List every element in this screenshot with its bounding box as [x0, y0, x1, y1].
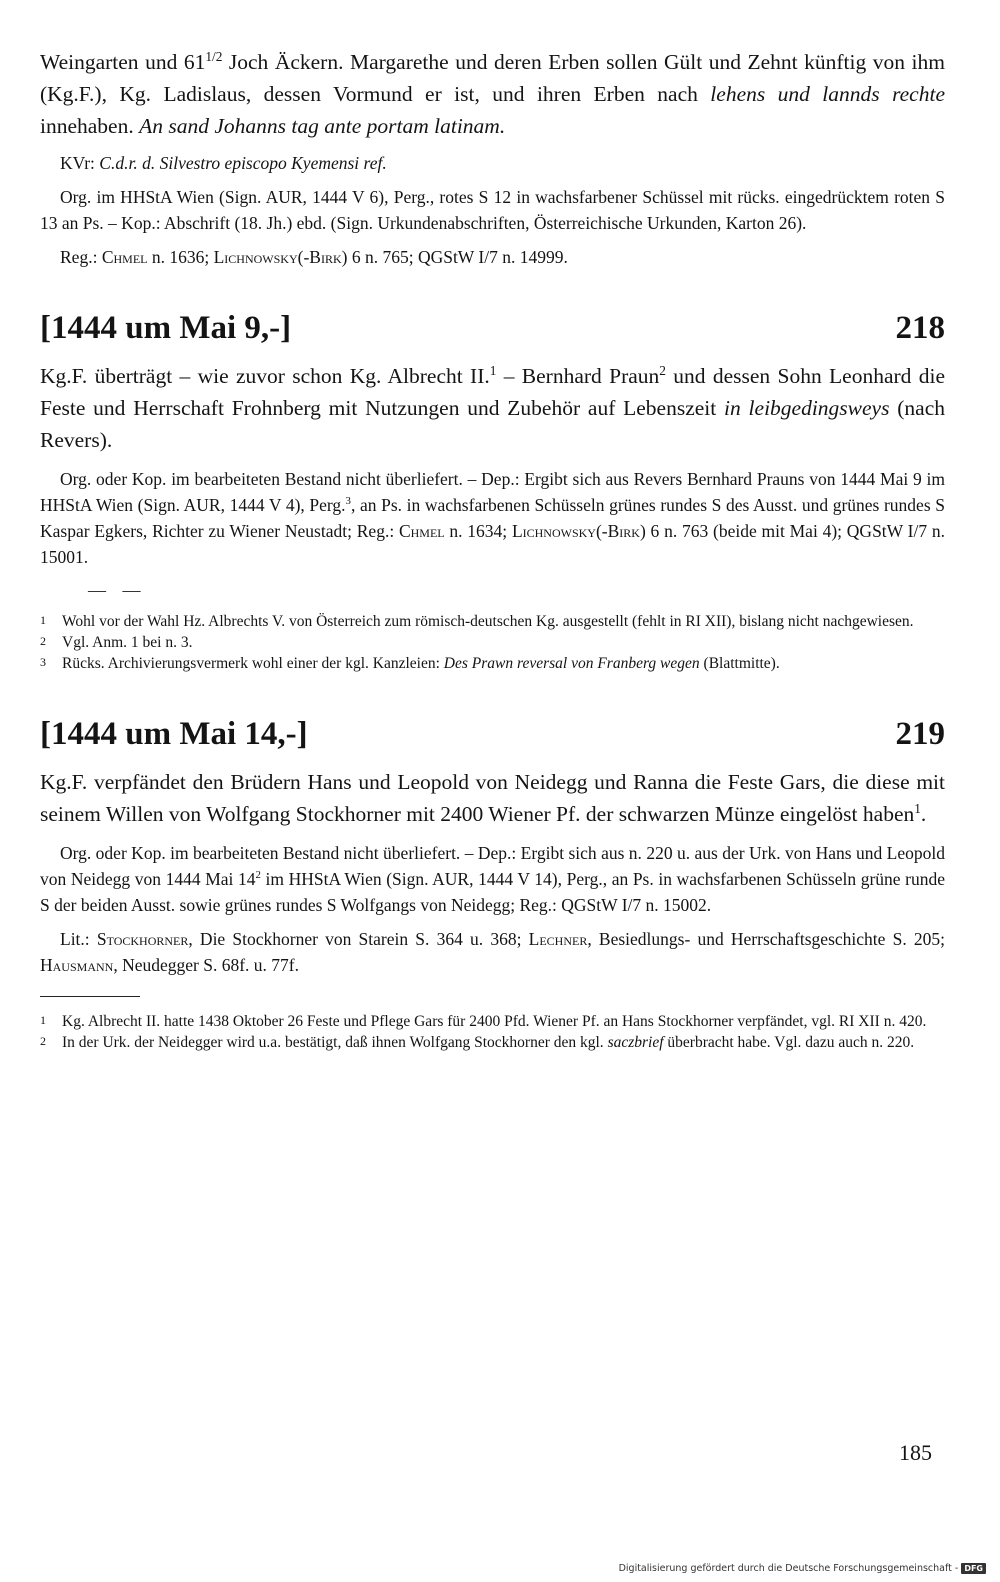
text-span: n. 1634; — [444, 521, 512, 541]
author-name: Chmel — [398, 521, 445, 541]
footnote-number: 3 — [40, 655, 46, 669]
entry-218-note — [40, 466, 945, 570]
author-name: Lechner — [528, 929, 588, 949]
text-span: im HHStA Wien (Sign. AUR, 1444 V 14), Perg., an Ps. in wachsfarbenen Schüsseln grüne runde S der beiden Ausst. sowie grünes rundes S Wolfgangs von Neidegg; Reg.: QGStW I/7 n. 15002. — [40, 869, 945, 915]
section-dashes: — — — [88, 580, 147, 600]
entry-219-text — [40, 766, 945, 830]
text-span: (nach Revers). — [40, 396, 946, 452]
dfg-logo: DFG — [961, 1563, 986, 1574]
text-span: Rücks. Archivierungsvermerk wohl einer der kgl. Kanzleien: — [62, 655, 444, 672]
page-number: 185 — [899, 1440, 932, 1465]
entry-number: 219 — [895, 716, 945, 752]
kvr-note — [40, 150, 945, 176]
text-span: Lit.: — [60, 929, 97, 949]
footnote-text: Kg. Albrecht II. hatte 1438 Oktober 26 Feste und Pflege Gars für 2400 Pfd. Wiener Pf. an Hans Stockhorner verpfändet, vgl. RI XII n. 420. — [62, 1013, 927, 1030]
text-span: überbracht habe. Vgl. dazu auch n. 220. — [663, 1034, 915, 1051]
author-name: Chmel — [101, 247, 148, 267]
text-span: Joch Äckern. Margarethe und deren Erben sollen Gült und Zehnt künftig von ihm (Kg.F.), Kg. Ladislaus, dessen Vormund er ist, und ihren Erben nach — [40, 50, 945, 106]
footnote-number: 2 — [40, 634, 46, 648]
footnote-ref: 1 — [914, 800, 921, 816]
fraction: 1/2 — [205, 48, 223, 64]
entry-219-footnotes — [40, 1011, 945, 1053]
footnote-ref: 3 — [345, 495, 351, 508]
text-span: Weingarten und 61 — [40, 50, 206, 74]
footnote-text: Wohl vor der Wahl Hz. Albrechts V. von Österreich zum römisch-deutschen Kg. ausgestellt (fehlt in RI XII), bislang nicht nachgewiesen. — [62, 613, 914, 630]
kvr-label: KVr: — [60, 153, 100, 173]
footnote-separator — [40, 996, 140, 997]
entry-219-heading — [40, 714, 945, 754]
author-name: Hausmann — [40, 955, 114, 975]
entry-number: 218 — [895, 310, 945, 346]
footnote-number: 2 — [40, 1034, 46, 1048]
reg-note — [40, 244, 945, 270]
footnote-text — [62, 653, 945, 674]
italic-quote: in leibgedingsweys — [724, 396, 890, 420]
footnote — [40, 653, 945, 674]
footer-text: Digitalisierung gefördert durch die Deutsche Forschungsgemeinschaft - — [618, 1563, 959, 1574]
text-span: Kg.F. verpfändet den Brüdern Hans und Leopold von Neidegg und Ranna die Feste Gars, die diese mit seinem Willen von Wolfgang Stockhorner mit 2400 Wiener Pf. der schwarzen Münze eingelöst haben — [40, 770, 945, 826]
footnote-ref: 2 — [659, 362, 666, 378]
text-span: In der Urk. der Neidegger wird u.a. bestätigt, daß ihnen Wolfgang Stockhorner den kgl. — [62, 1034, 608, 1051]
text-span: . — [920, 802, 927, 826]
text-span: innehaben. — [40, 114, 140, 138]
text-span: , an Ps. in wachsfarbenen Schüsseln grünes rundes S des Ausst. und grünes rundes S Kaspar Egkers, Richter zu Wiener Neustadt; Reg.: — [40, 495, 945, 541]
document-page — [40, 40, 945, 1053]
footnote-ref: 2 — [255, 869, 261, 882]
text-span: – Bernhard Praun — [496, 364, 660, 388]
text-span: 6 n. 763 (beide mit Mai 4); QGStW I/7 n. 15001. — [40, 521, 945, 567]
entry-219-note — [40, 840, 945, 918]
footnote-number: 1 — [40, 1013, 46, 1027]
text-span: Kg.F. überträgt – wie zuvor schon Kg. Albrecht II. — [40, 364, 490, 388]
org-note: Org. im HHStA Wien (Sign. AUR, 1444 V 6), Perg., rotes S 12 in wachsfarbener Schüssel mit rücks. eingedrücktem roten S 13 an Ps. – Kop.: Abschrift (18. Jh.) ebd. (Sign. Urkundenabschriften, Österreichische Urkunden, Karton 26). — [40, 187, 945, 233]
digitization-footer — [619, 1563, 986, 1574]
text-span: 6 n. 765; QGStW I/7 n. 14999. — [347, 247, 568, 267]
footnote — [40, 611, 945, 632]
footnote-ref: 1 — [489, 362, 497, 378]
text-span: Org. oder Kop. im bearbeiteten Bestand nicht überliefert. – Dep.: Ergibt sich aus n. 220 u. aus der Urk. von Hans und Leopold von Neidegg von 1444 Mai 14 — [40, 843, 945, 889]
italic-quote: Des Prawn reversal von Franberg wegen — [443, 655, 700, 672]
text-span: , Die Stockhorner von Starein S. 364 u. 368; — [188, 929, 529, 949]
text-span: Org. oder Kop. im bearbeiteten Bestand nicht überliefert. – Dep.: Ergibt sich aus Revers Bernhard Prauns von 1444 Mai 9 im HHStA Wien (Sign. AUR, 1444 V 4), Perg. — [40, 469, 945, 515]
text-span: (Blattmitte). — [699, 655, 780, 672]
italic-quote: saczbrief — [607, 1034, 664, 1051]
entry-219-lit — [40, 926, 945, 978]
footnote-number: 1 — [40, 613, 46, 627]
footnote — [40, 632, 945, 653]
entry-date: [1444 um Mai 14,-] — [40, 716, 308, 752]
footnote-text: Vgl. Anm. 1 bei n. 3. — [62, 634, 193, 651]
entry-218-text — [40, 360, 945, 456]
author-name: Lichnowsky(-Birk) — [213, 247, 348, 267]
footnote — [40, 1032, 945, 1053]
entry-date: [1444 um Mai 9,-] — [40, 310, 292, 346]
kvr-text: C.d.r. d. Silvestro episcopo Kyemensi ref. — [99, 153, 387, 173]
author-name: Lichnowsky(-Birk) — [511, 521, 646, 541]
entry-218-heading — [40, 308, 945, 348]
entry-218-footnotes — [40, 611, 945, 674]
italic-quote: lehens und lannds rechte — [710, 82, 945, 106]
text-span: , Besiedlungs- und Herrschaftsgeschichte S. 205; — [587, 929, 946, 949]
text-span: und dessen Sohn Leonhard die Feste und Herrschaft Frohnberg mit Nutzungen und Zubehör auf Lebenszeit — [40, 364, 945, 420]
regest-continuation — [40, 46, 945, 142]
text-span: n. 1636; — [147, 247, 214, 267]
text-span: , Neudegger S. 68f. u. 77f. — [113, 955, 299, 975]
italic-quote: An sand Johanns tag ante portam latinam. — [139, 114, 506, 138]
footnote-text — [62, 1032, 945, 1053]
footnote — [40, 1011, 945, 1032]
author-name: Stockhorner — [96, 929, 189, 949]
text-span: Reg.: — [60, 247, 102, 267]
